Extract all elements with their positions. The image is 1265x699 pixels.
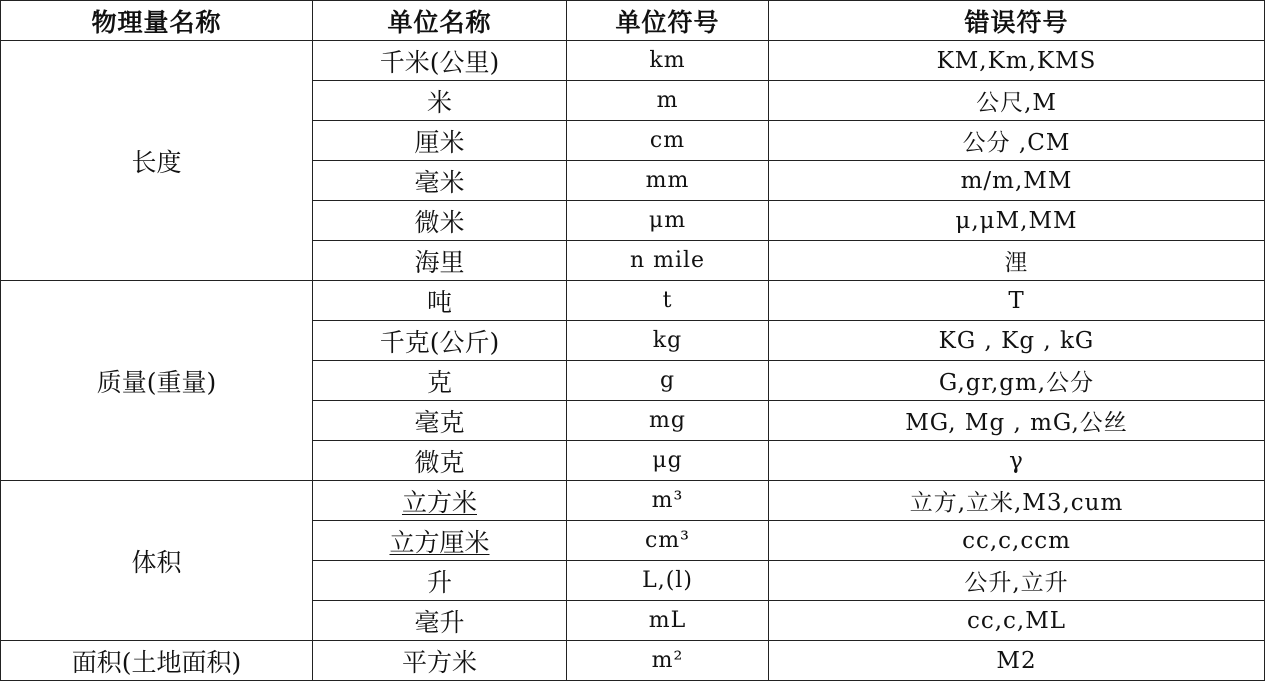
unit-symbol-cell: μm bbox=[567, 201, 769, 241]
quantity-cell-area: 面积(土地面积) bbox=[1, 641, 313, 681]
header-quantity: 物理量名称 bbox=[1, 1, 313, 41]
table-row bbox=[1, 641, 1265, 681]
wrong-symbol-cell: KG , Kg , kG bbox=[769, 321, 1265, 361]
unit-name-cell: 立方米 bbox=[313, 481, 567, 521]
quantity-cell-length: 长度 bbox=[1, 41, 313, 281]
header-unit-name: 单位名称 bbox=[313, 1, 567, 41]
unit-name-cell: 毫升 bbox=[313, 601, 567, 641]
unit-name-cell: 千米(公里) bbox=[313, 41, 567, 81]
unit-symbol-cell: cm³ bbox=[567, 521, 769, 561]
table-row bbox=[1, 41, 1265, 81]
header-unit-symbol: 单位符号 bbox=[567, 1, 769, 41]
unit-symbol-cell: mg bbox=[567, 401, 769, 441]
quantity-cell-volume: 体积 bbox=[1, 481, 313, 641]
unit-name-cell: 厘米 bbox=[313, 121, 567, 161]
unit-name-cell: 吨 bbox=[313, 281, 567, 321]
unit-name-cell: 克 bbox=[313, 361, 567, 401]
wrong-symbol-cell: 公分 ,CM bbox=[769, 121, 1265, 161]
wrong-symbol-cell: T bbox=[769, 281, 1265, 321]
table-row bbox=[1, 281, 1265, 321]
unit-symbol-cell: mm bbox=[567, 161, 769, 201]
unit-symbol-cell: m³ bbox=[567, 481, 769, 521]
unit-name-cell: 米 bbox=[313, 81, 567, 121]
unit-symbol-cell: μg bbox=[567, 441, 769, 481]
unit-symbol-cell: mL bbox=[567, 601, 769, 641]
unit-name-cell: 毫米 bbox=[313, 161, 567, 201]
wrong-symbol-cell: m/m,MM bbox=[769, 161, 1265, 201]
unit-symbol-cell: t bbox=[567, 281, 769, 321]
wrong-symbol-cell: 立方,立米,M3,cum bbox=[769, 481, 1265, 521]
wrong-symbol-cell: MG, Mg , mG,公丝 bbox=[769, 401, 1265, 441]
unit-name-cell: 平方米 bbox=[313, 641, 567, 681]
wrong-symbol-cell: μ,μM,MM bbox=[769, 201, 1265, 241]
unit-symbol-cell: n mile bbox=[567, 241, 769, 281]
unit-name-cell: 海里 bbox=[313, 241, 567, 281]
wrong-symbol-cell: cc,c,ML bbox=[769, 601, 1265, 641]
unit-name-cell: 升 bbox=[313, 561, 567, 601]
unit-name-cell: 毫克 bbox=[313, 401, 567, 441]
unit-name-cell: 立方厘米 bbox=[313, 521, 567, 561]
unit-name-cell: 千克(公斤) bbox=[313, 321, 567, 361]
wrong-symbol-cell: 公尺,M bbox=[769, 81, 1265, 121]
wrong-symbol-cell: M2 bbox=[769, 641, 1265, 681]
table-row bbox=[1, 481, 1265, 521]
unit-symbol-cell: g bbox=[567, 361, 769, 401]
unit-symbol-cell: km bbox=[567, 41, 769, 81]
wrong-symbol-cell: γ bbox=[769, 441, 1265, 481]
unit-symbol-cell: kg bbox=[567, 321, 769, 361]
header-row bbox=[1, 1, 1265, 41]
unit-symbol-cell: m² bbox=[567, 641, 769, 681]
header-wrong-symbol: 错误符号 bbox=[769, 1, 1265, 41]
wrong-symbol-cell: cc,c,ccm bbox=[769, 521, 1265, 561]
unit-symbol-cell: cm bbox=[567, 121, 769, 161]
unit-symbol-cell: m bbox=[567, 81, 769, 121]
quantity-cell-mass: 质量(重量) bbox=[1, 281, 313, 481]
unit-symbol-cell: L,(l) bbox=[567, 561, 769, 601]
unit-name-cell: 微克 bbox=[313, 441, 567, 481]
unit-name-cell: 微米 bbox=[313, 201, 567, 241]
wrong-symbol-cell: KM,Km,KMS bbox=[769, 41, 1265, 81]
wrong-symbol-cell: 公升,立升 bbox=[769, 561, 1265, 601]
wrong-symbol-cell: G,gr,gm,公分 bbox=[769, 361, 1265, 401]
wrong-symbol-cell: 浬 bbox=[769, 241, 1265, 281]
